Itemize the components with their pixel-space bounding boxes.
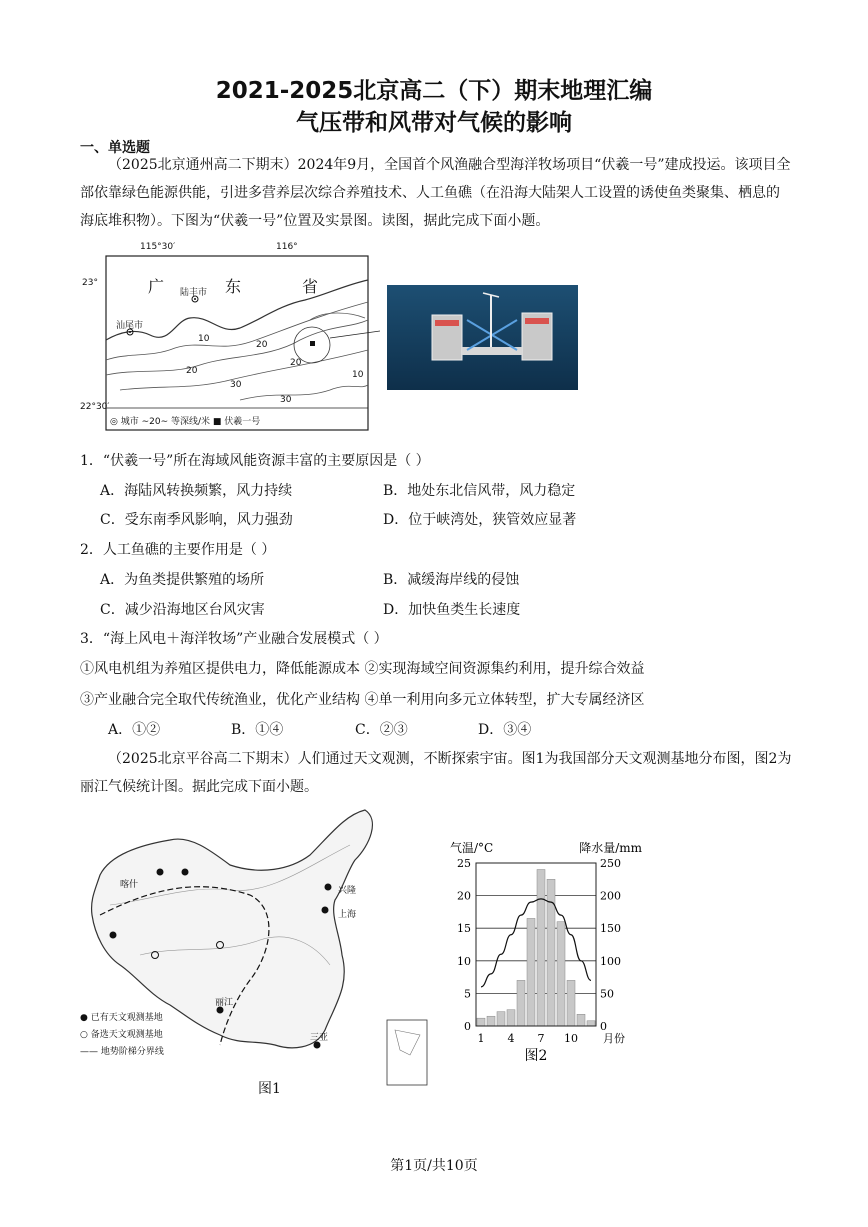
y-left-tick: 20 — [457, 889, 471, 903]
precip-bar — [527, 918, 535, 1026]
page-subtitle: 气压带和风带对气候的影响 — [296, 110, 572, 136]
option-d[interactable]: D．③④ — [478, 722, 532, 738]
section-heading: 一、单选题 — [80, 140, 150, 156]
option-a[interactable]: A．①② — [108, 722, 161, 738]
city-label: 陆丰市 — [180, 288, 208, 298]
option-a[interactable]: A．海陆风转换频繁，风力持续 — [100, 483, 293, 499]
precip-bar — [537, 870, 545, 1026]
lat-label: 22°30′ — [80, 402, 110, 412]
city-label: 汕尾市 — [116, 321, 144, 331]
contour-label: 30 — [230, 380, 242, 390]
contour-label: 20 — [186, 366, 198, 376]
site-label: 喀什 — [120, 880, 139, 890]
y-left-tick: 5 — [464, 987, 471, 1001]
lon-label: 116° — [276, 242, 298, 252]
china-map — [80, 805, 440, 1095]
climate-chart — [448, 838, 644, 1070]
x-tick: 1 — [477, 1032, 485, 1045]
province-char: 广 — [148, 277, 165, 296]
option-c[interactable]: C．减少沿海地区台风灾害 — [100, 602, 265, 618]
option-b[interactable]: B．减缓海岸线的侵蚀 — [383, 572, 520, 588]
y-right-tick: 200 — [600, 889, 621, 903]
passage-2: （2025北京平谷高二下期末）人们通过天文观测，不断探索宇宙。图1为我国部分天文观测基地分布图，图2为丽江气候统计图。据此完成下面小题。 — [80, 751, 792, 795]
question-1: 1．“伏羲一号”所在海域风能资源丰富的主要原因是（ ） — [80, 453, 430, 469]
contour-label: 20 — [290, 358, 302, 368]
y-right-tick: 250 — [600, 857, 621, 870]
y-left-label: 气温/°C — [450, 841, 494, 855]
y-right-tick: 100 — [600, 954, 621, 968]
figure-caption: 图1 — [258, 1081, 281, 1097]
site-label: 兴隆 — [338, 886, 357, 896]
contour-label: 30 — [280, 395, 292, 405]
option-d[interactable]: D．位于峡湾处，狭管效应显著 — [383, 512, 577, 528]
question-2: 2．人工鱼礁的主要作用是（ ） — [80, 542, 276, 558]
lat-label: 23° — [82, 278, 98, 288]
y-left-tick: 25 — [457, 857, 471, 870]
option-b[interactable]: B．地处东北信风带，风力稳定 — [383, 483, 576, 499]
lon-label: 115°30′ — [140, 242, 176, 252]
passage-1: （2025北京通州高二下期末）2024年9月，全国首个风渔融合型海洋牧场项目“伏羲一号”建成投运。该项目全部依靠绿色能源供能，引进多营养层次综合养殖技术、人工鱼礁（在沿海大陆架人工设置的诱使鱼类聚集、栖息的海底堆积物）。下图为“伏羲一号”位置及实景图。读图，据此完成下面小题。 — [80, 157, 791, 229]
option-b[interactable]: B．①④ — [231, 722, 284, 738]
precip-bar — [567, 980, 575, 1026]
option-a[interactable]: A．为鱼类提供繁殖的场所 — [100, 572, 265, 588]
x-axis-label: 月份 — [603, 1032, 625, 1045]
precip-bar — [577, 1014, 585, 1026]
question-3: 3．“海上风电＋海洋牧场”产业融合发展模式（ ） — [80, 631, 388, 647]
location-map — [80, 240, 380, 435]
x-tick: 7 — [537, 1032, 545, 1045]
map-legend: ◎ 城市 ∼20∼ 等深线/米 ■ 伏羲一号 — [110, 417, 261, 427]
precip-bar — [587, 1021, 595, 1026]
platform-photo — [387, 285, 578, 390]
plot-frame — [476, 863, 596, 1026]
page-footer: 第1页/共10页 — [390, 1158, 478, 1174]
y-right-tick: 50 — [600, 987, 614, 1001]
y-right-tick: 150 — [600, 922, 621, 936]
site-label: 三亚 — [310, 1033, 329, 1043]
site-label: 丽江 — [215, 998, 234, 1008]
precip-bar — [517, 980, 525, 1026]
y-right-label: 降水量/mm — [579, 841, 642, 855]
precip-bar — [507, 1010, 515, 1026]
contour-label: 10 — [352, 370, 364, 380]
precip-bar — [557, 922, 565, 1026]
legend-item: ○ 备选天文观测基地 — [80, 1030, 163, 1040]
legend-item: ● 已有天文观测基地 — [80, 1013, 163, 1023]
precip-bar — [497, 1012, 505, 1026]
option-c[interactable]: C．②③ — [355, 722, 408, 738]
figure-caption: 图2 — [524, 1048, 548, 1064]
province-char: 东 — [225, 277, 242, 296]
statement-line: ①风电机组为养殖区提供电力，降低能源成本 ②实现海域空间资源集约利用，提升综合效益 — [80, 661, 645, 677]
contour-label: 20 — [256, 340, 268, 350]
y-left-tick: 0 — [464, 1020, 471, 1033]
x-tick: 10 — [564, 1032, 578, 1045]
y-left-tick: 10 — [457, 954, 471, 968]
precip-bar — [477, 1018, 485, 1026]
precip-bar — [487, 1016, 495, 1026]
y-left-tick: 15 — [457, 922, 471, 936]
x-tick: 4 — [507, 1032, 515, 1045]
contour-label: 10 — [198, 334, 210, 344]
climate-chart-svg — [448, 838, 644, 1070]
page-title: 2021-2025北京高二（下）期末地理汇编 — [215, 78, 653, 104]
temperature-line — [481, 899, 591, 987]
site-label: 上海 — [338, 910, 357, 920]
y-right-tick: 0 — [600, 1020, 607, 1033]
province-char: 省 — [302, 277, 319, 296]
legend-item: —— 地势阶梯分界线 — [80, 1047, 164, 1057]
option-d[interactable]: D．加快鱼类生长速度 — [383, 602, 521, 618]
statement-line: ③产业融合完全取代传统渔业，优化产业结构 ④单一利用向多元立体转型，扩大专属经济区 — [80, 692, 645, 708]
option-c[interactable]: C．受东南季风影响，风力强劲 — [100, 512, 293, 528]
